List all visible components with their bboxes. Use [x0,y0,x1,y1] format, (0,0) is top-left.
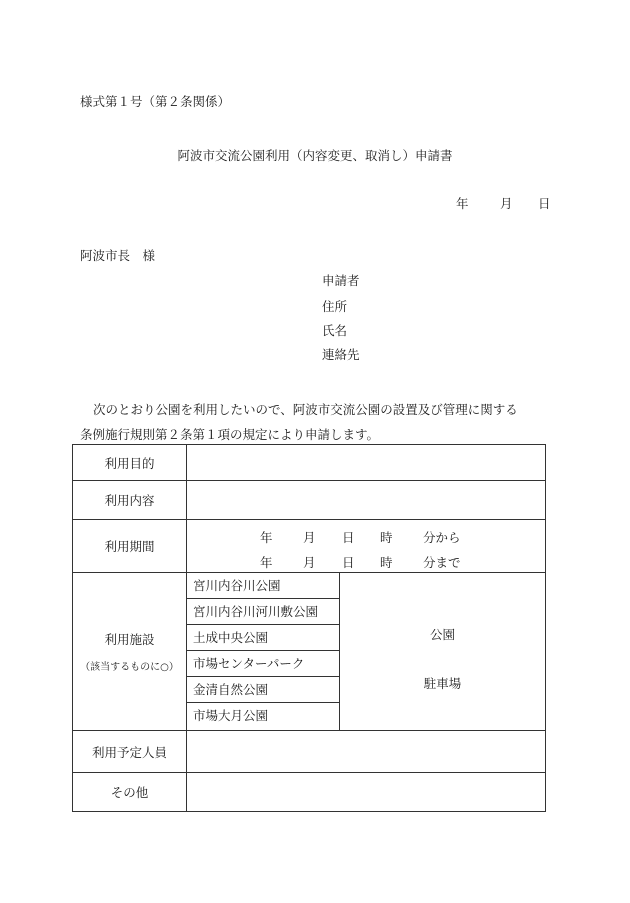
facility-item-kanekiyo-nature-park[interactable]: 金清自然公園 [187,677,339,703]
period-end [187,553,545,570]
period-end-hour: 時 [380,555,393,570]
facility-item-miyagawauchi-riverside-park[interactable]: 宮川内谷川河川敷公園 [187,599,339,625]
facility-label-cell [73,573,187,731]
period-end-year: 年 [260,555,273,570]
content-label: 利用内容 [73,481,187,520]
applicant-address-label: 住所 [322,299,348,314]
intro-text-line1: 次のとおり公園を利用したいので、阿波市交流公園の設置及び管理に関する [93,402,518,417]
people-row [73,731,546,773]
date-year: 年 [456,196,469,211]
applicant-contact-label: 連絡先 [322,347,360,362]
period-field[interactable] [187,520,546,573]
period-row [73,520,546,573]
facility-list [187,573,340,730]
content-field[interactable] [187,481,546,520]
period-start-day: 日 [342,530,355,545]
addressee: 阿波市長 様 [80,248,156,263]
period-end-month: 月 [303,555,316,570]
facility-label: 利用施設 [104,632,155,647]
purpose-label: 利用目的 [73,445,187,481]
period-end-minute: 分まで [423,555,461,570]
period-start-minute: 分から [423,530,461,545]
facility-row [73,573,546,731]
applicant-name-label: 氏名 [322,323,348,338]
other-field[interactable] [187,773,546,812]
purpose-field[interactable] [187,445,546,481]
facility-item-ichiba-otsuki-park[interactable]: 市場大月公園 [193,708,269,723]
facility-type-parking[interactable]: 駐車場 [423,676,462,691]
application-table [72,444,546,812]
purpose-row [73,445,546,481]
facility-item-miyagawauchi-park[interactable]: 宮川内谷川公園 [187,573,339,599]
facility-item-donari-central-park[interactable]: 土成中央公園 [187,625,339,651]
facility-type-park[interactable]: 公園 [429,627,455,642]
period-label: 利用期間 [73,520,187,573]
facility-item-ichiba-center-park[interactable]: 市場センターパーク [187,651,339,677]
applicant-heading: 申請者 [322,273,360,288]
content-row [73,481,546,520]
other-row [73,773,546,812]
period-start-year: 年 [260,530,273,545]
other-label: その他 [73,773,187,812]
people-field[interactable] [187,731,546,773]
period-start [187,528,545,545]
period-start-hour: 時 [380,530,393,545]
facility-field [187,573,546,731]
form-number: 様式第１号（第２条関係） [80,94,231,109]
facility-note: （該当するものに○） [80,662,179,673]
date-month: 月 [500,196,513,211]
intro-text-line2: 条例施行規則第２条第１項の規定により申請します。 [80,427,380,442]
date-day: 日 [538,196,551,211]
document-title: 阿波市交流公園利用（内容変更、取消し）申請書 [177,148,453,163]
period-start-month: 月 [303,530,316,545]
people-label: 利用予定人員 [73,731,187,773]
period-end-day: 日 [342,555,355,570]
facility-types [340,573,545,730]
